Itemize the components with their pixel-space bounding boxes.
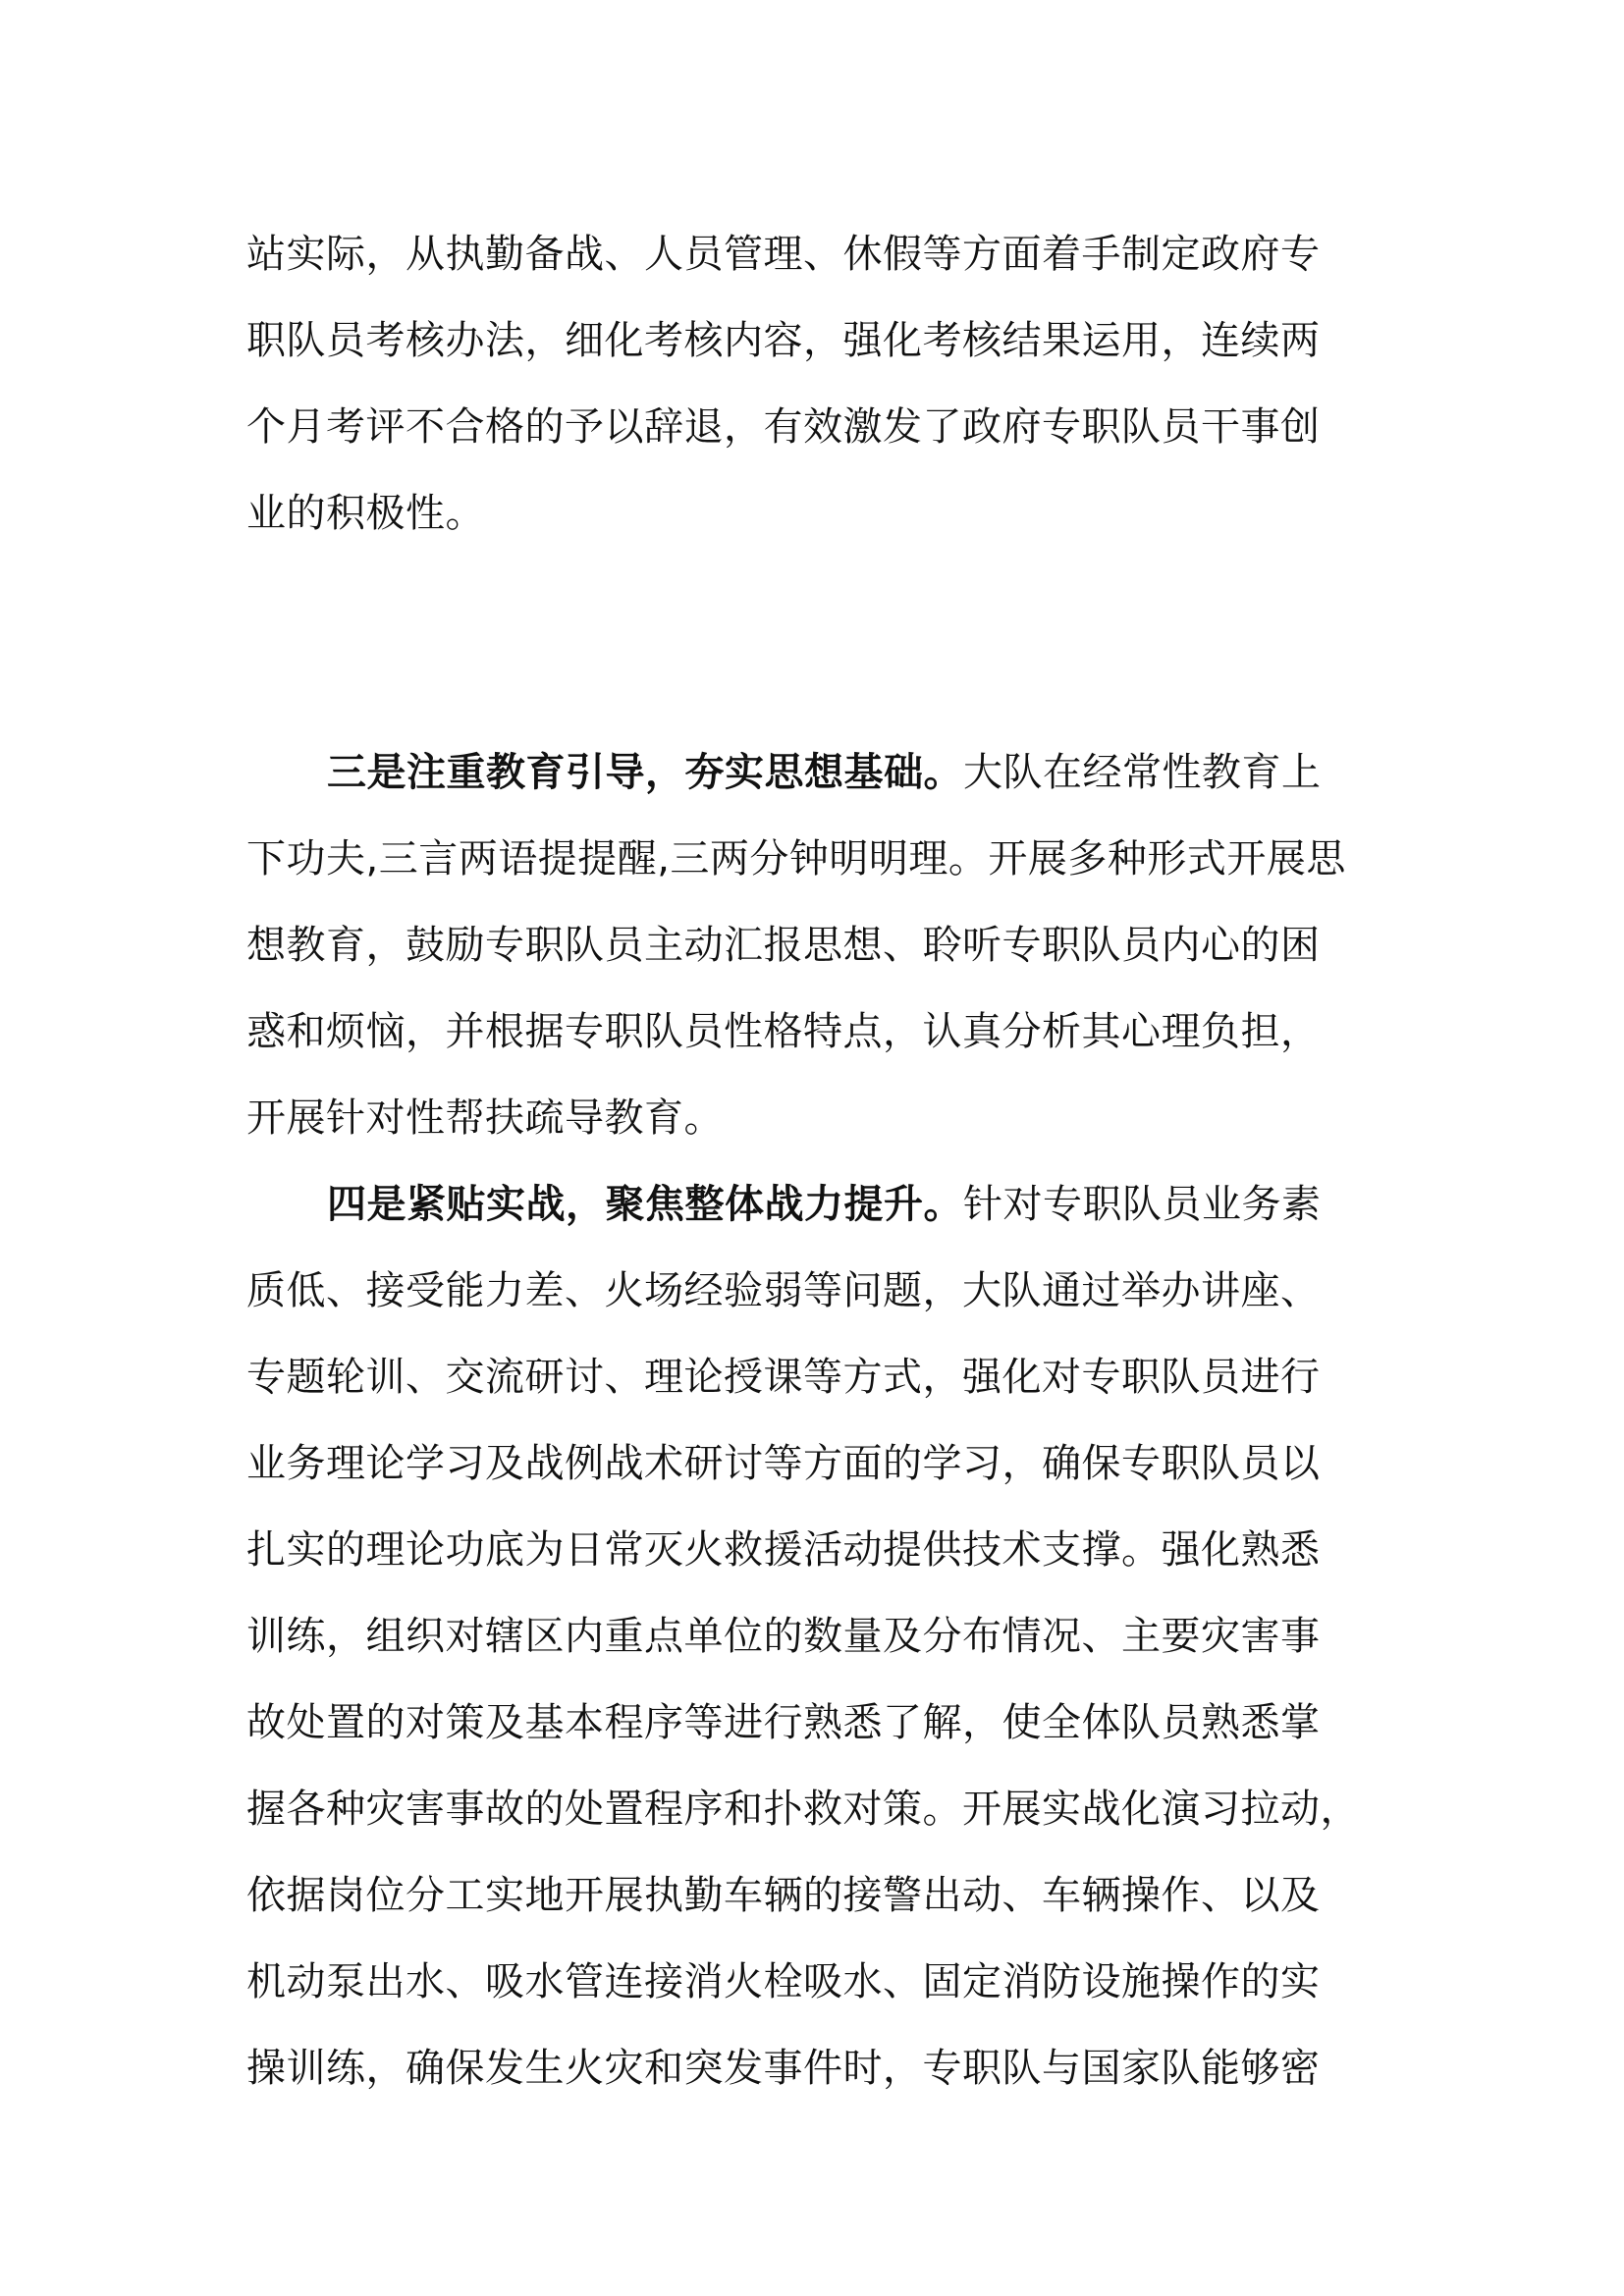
paragraph-3-first-line-rest: 针对专职队员业务素 bbox=[963, 1182, 1322, 1227]
paragraph-2-line-2: 下功夫,三言两语提提醒,三两分钟明明理。开展多种形式开展思 bbox=[246, 836, 1346, 881]
paragraph-3-line-5: 扎实的理论功底为日常灭火救援活动提供技术支撑。强化熟悉 bbox=[246, 1527, 1321, 1573]
paragraph-3-line-7: 故处置的对策及基本程序等进行熟悉了解，使全体队员熟悉掌 bbox=[246, 1700, 1321, 1745]
paragraph-1-line-2: 职队员考核办法，细化考核内容，强化考核结果运用，连续两 bbox=[246, 318, 1321, 363]
paragraph-1-line-4: 业的积极性。 bbox=[246, 491, 485, 536]
paragraph-3-line-11: 操训练，确保发生火灾和突发事件时，专职队与国家队能够密 bbox=[246, 2046, 1321, 2091]
paragraph-2-line-4: 惑和烦恼，并根据专职队员性格特点，认真分析其心理负担， bbox=[246, 1009, 1321, 1054]
paragraph-3-line-8: 握各种灾害事故的处置程序和扑救对策。开展实战化演习拉动， bbox=[246, 1787, 1360, 1832]
paragraph-3-line-3: 专题轮训、交流研讨、理论授课等方式，强化对专职队员进行 bbox=[246, 1355, 1321, 1400]
paragraph-3-line-4: 业务理论学习及战例战术研讨等方面的学习，确保专职队员以 bbox=[246, 1441, 1321, 1486]
paragraph-2-line-5: 开展针对性帮扶疏导教育。 bbox=[246, 1095, 724, 1141]
paragraph-2-line-1 bbox=[327, 729, 1322, 816]
paragraph-3-line-6: 训练，组织对辖区内重点单位的数量及分布情况、主要灾害事 bbox=[246, 1614, 1321, 1659]
paragraph-2-heading: 三是注重教育引导，夯实思想基础。 bbox=[327, 750, 963, 795]
paragraph-2-line-3: 想教育，鼓励专职队员主动汇报思想、聆听专职队员内心的困 bbox=[246, 923, 1321, 968]
paragraph-3-line-10: 机动泵出水、吸水管连接消火栓吸水、固定消防设施操作的实 bbox=[246, 1959, 1321, 2004]
paragraph-1-line-1: 站实际，从执勤备战、人员管理、休假等方面着手制定政府专 bbox=[246, 232, 1321, 277]
paragraph-3-heading: 四是紧贴实战，聚焦整体战力提升。 bbox=[327, 1182, 963, 1227]
paragraph-3-line-2: 质低、接受能力差、火场经验弱等问题，大队通过举办讲座、 bbox=[246, 1268, 1321, 1313]
paragraph-2-first-line-rest: 大队在经常性教育上 bbox=[963, 750, 1322, 795]
paragraph-3-line-9: 依据岗位分工实地开展执勤车辆的接警出动、车辆操作、以及 bbox=[246, 1873, 1321, 1918]
paragraph-1-line-3: 个月考评不合格的予以辞退，有效激发了政府专职队员干事创 bbox=[246, 404, 1321, 450]
paragraph-3-line-1 bbox=[327, 1161, 1322, 1248]
